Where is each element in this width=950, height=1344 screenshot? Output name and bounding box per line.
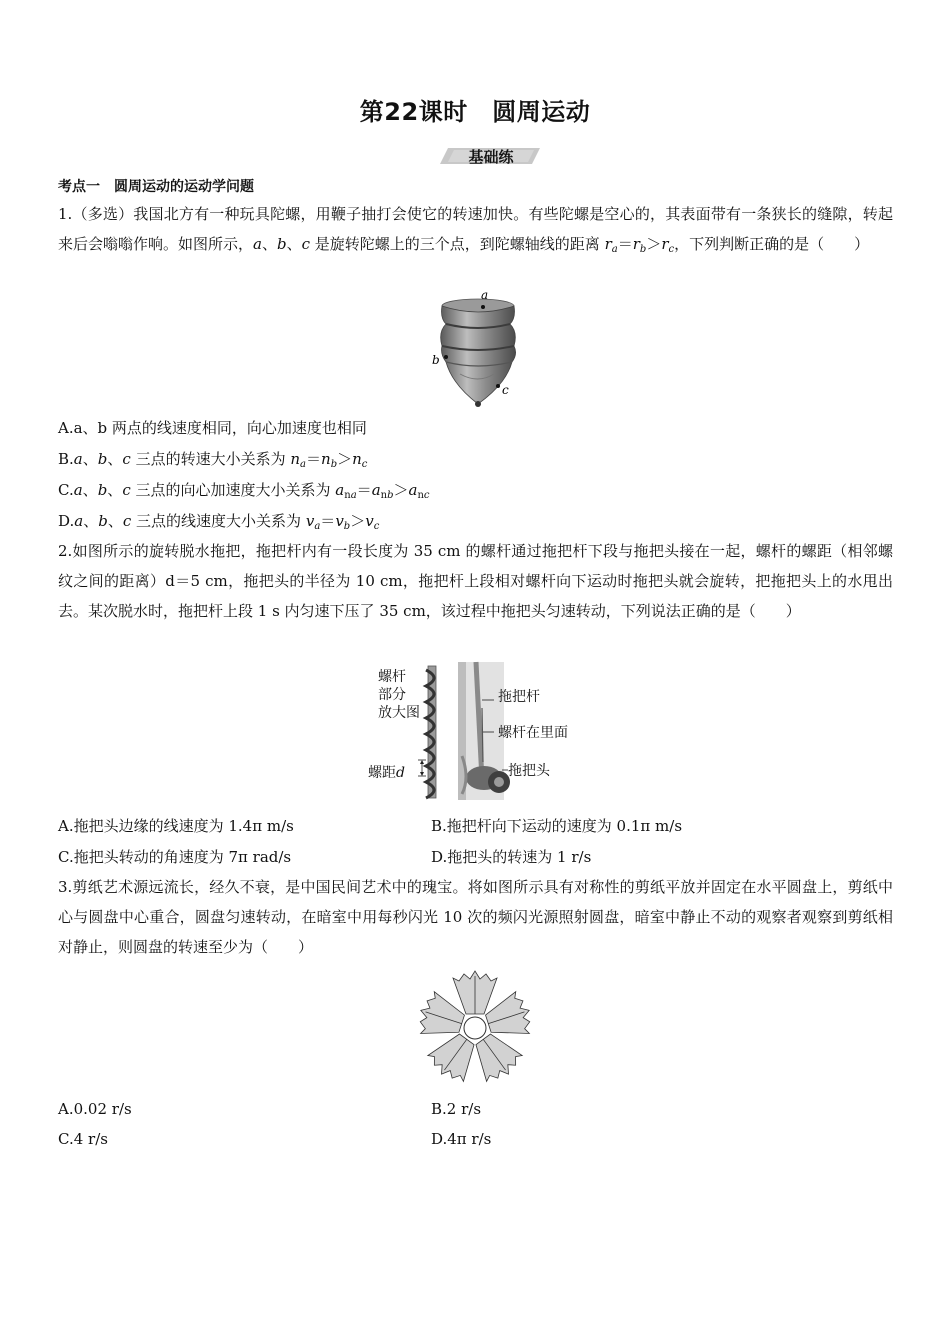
pitch-label-text: 螺距 (368, 765, 396, 781)
badge-label: 基础练 (468, 148, 514, 166)
q1-stem-part-a: 1.（多选）我国北方有一种玩具陀螺，用鞭子抽打会使它的转速加快。有些陀螺是空心的，其表面带有一条狭长的缝隙，转起来后会嗡嗡作响。如图所示， (58, 205, 893, 253)
inside-label: 螺杆在里面 (498, 725, 568, 741)
label-c: c (502, 383, 509, 397)
q3-option-b: B.2 r/s (431, 1100, 482, 1118)
q1-option-d-text: 三点的线速度大小关系为 (136, 512, 302, 530)
q1-option-b-prefix: B. (58, 450, 74, 468)
spinning-top-figure (430, 288, 520, 414)
q3-option-a: A.0.02 r/s (58, 1100, 132, 1118)
q1-option-c: C.a、b、c 三点的向心加速度大小关系为 $a_{na}=a_{nb}>a_{nc}$ (58, 481, 430, 501)
q1-option-d-prefix: D. (58, 512, 75, 530)
zoom-label-line-3: 放大图 (378, 705, 420, 721)
q2-option-a: A.拖把头边缘的线速度为 1.4π m/s (58, 817, 294, 835)
zoom-label-line-1: 螺杆 (378, 669, 406, 685)
petal (453, 971, 497, 1014)
q1-option-c-prefix: C. (58, 481, 74, 499)
pitch-label (368, 762, 405, 782)
mop-figure (366, 660, 586, 806)
q3-option-d: D.4π r/s (431, 1130, 492, 1148)
head-label: 拖把头 (508, 763, 550, 779)
q1-option-b: B.a、b、c 三点的转速大小关系为 $n_a=n_b>n_c$ (58, 450, 368, 470)
q3-stem: 3.剪纸艺术源远流长，经久不衰，是中国民间艺术中的瑰宝。将如图所示具有对称性的剪纸平放并固定在水平圆盘上，剪纸中心与圆盘中心重合，圆盘匀速转动，在暗室中用每秒闪光 10 次的频闪光源照射圆盘，暗室中静止不动的观察者观察到剪纸相对静止，则圆盘的转速至少为（ ） (58, 878, 893, 956)
q3-option-c: C.4 r/s (58, 1130, 108, 1148)
q1-option-c-text: 三点的向心加速度大小关系为 (135, 481, 331, 499)
q1-option-a: A.a、b 两点的线速度相同，向心加速度也相同 (58, 419, 367, 437)
paper-cut-image (414, 968, 536, 1088)
q1-option-d: D.a、b、c 三点的线速度大小关系为 $v_a=v_b>v_c$ (58, 512, 380, 532)
pitch-label-d: d (396, 765, 405, 781)
zoom-label-line-2: 部分 (378, 687, 406, 703)
q1-option-b-text: 三点的转速大小关系为 (135, 450, 286, 468)
q2-option-c: C.拖把头转动的角速度为 7π rad/s (58, 848, 292, 866)
q1-stem-part-b: 是旋转陀螺上的三个点，到陀螺轴线的距离 (314, 235, 605, 253)
label-a: a (481, 288, 489, 302)
rod-label: 拖把杆 (498, 689, 540, 705)
zoom-label (378, 668, 420, 722)
q2-option-d: D.拖把头的转速为 1 r/s (431, 848, 592, 866)
q2-option-b: B.拖把杆向下运动的速度为 0.1π m/s (431, 817, 683, 835)
q2-stem: 2.如图所示的旋转脱水拖把，拖把杆内有一段长度为 35 cm 的螺杆通过拖把杆下段与拖把头接在一起，螺杆的螺距（相邻螺纹之间的距离）d＝5 cm，拖把头的半径为 10 cm，拖把杆上段相对螺杆向下运动时拖把头就会旋转，把拖把头上的水甩出去。某次脱水时，拖把杆上段 1 s 内匀速下压了 35 cm，该过程中拖把头匀速转动，下列说法正确的是（ ） (58, 542, 893, 620)
paper-cut-figure (414, 968, 536, 1092)
q1-stem: 1.（多选）我国北方有一种玩具陀螺，用鞭子抽打会使它的转速加快。有些陀螺是空心的，其表面带有一条狭长的缝隙，转起来后会嗡嗡作响。如图所示，a、b、c 是旋转陀螺上的三个点，到陀螺轴线的距离 $r_a=r_b>r_c$，下列判断正确的是（ ） (58, 205, 893, 255)
badge (440, 145, 542, 167)
page-title: 第22课时 圆周运动 (359, 98, 591, 126)
spinning-top-image (430, 288, 520, 410)
label-b: b (432, 353, 440, 367)
q1-stem-part-c: ，下列判断正确的是（ ） (674, 235, 870, 253)
section-title: 考点一 圆周运动的运动学问题 (58, 179, 254, 195)
